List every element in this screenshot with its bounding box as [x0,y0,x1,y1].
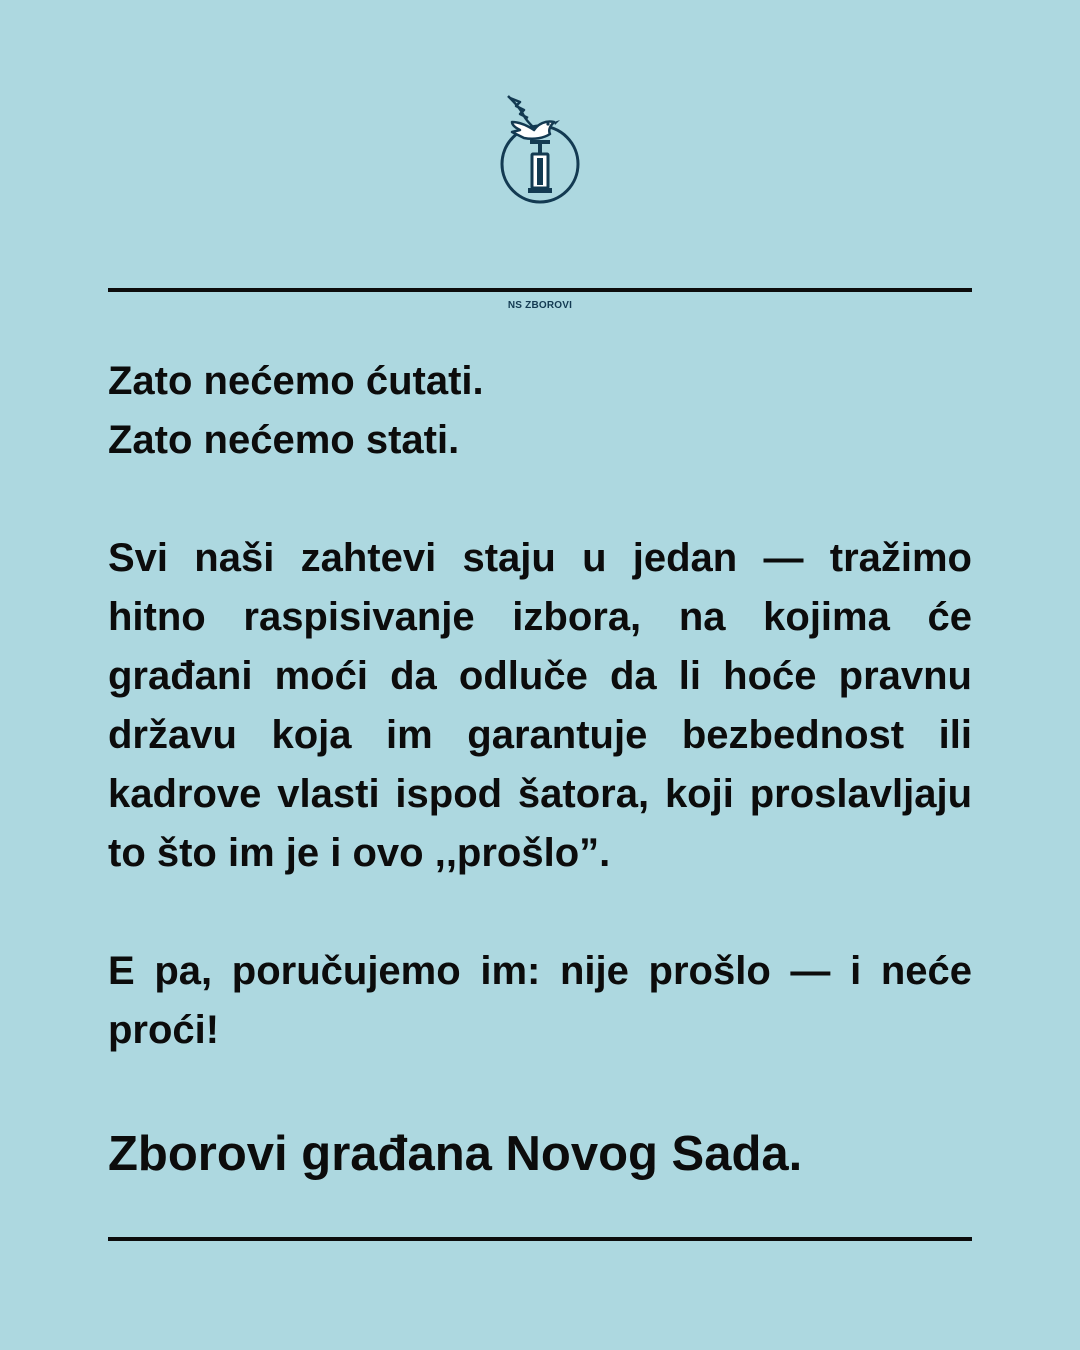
ns-zborovi-logo [490,92,590,311]
signature: Zborovi građana Novog Sada. [108,1127,803,1181]
logo-caption: NS ZBOROVI [507,300,573,311]
intro-line-1: Zato nećemo ćutati. [108,359,484,403]
bottom-divider [108,1237,972,1241]
dove-pump-emblem-icon [490,92,590,204]
demands-paragraph: Svi naši zahtevi staju u jedan — tražimo hitno raspisivanje izbora, na kojima će građani moći da odluče da li hoće pravnu državu koja im garantuje bezbednost ili kadrove vlasti ispod šatora, koji proslavljaju to što im je i ovo ,,prošlo”. [108,536,972,875]
top-divider [108,288,972,292]
intro-paragraph [108,352,972,470]
intro-line-2: Zato nećemo stati. [108,418,460,462]
response-paragraph: E pa, poručujemo im: nije prošlo — i neće proći! [108,949,972,1052]
